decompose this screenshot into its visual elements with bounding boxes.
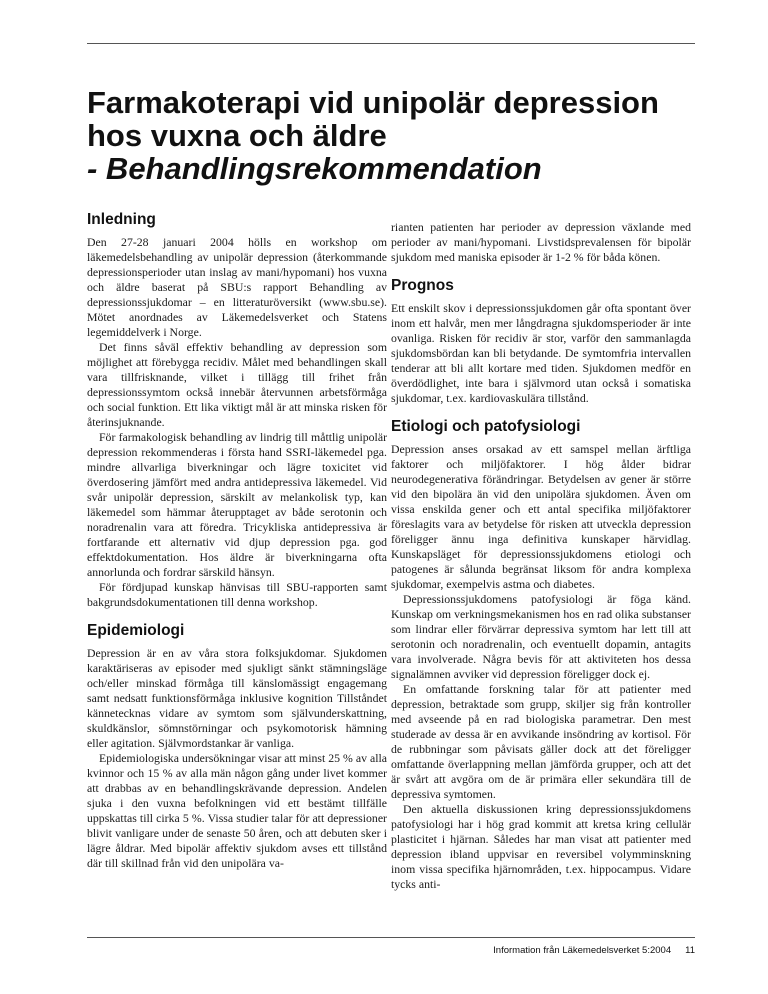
right-column [391, 220, 691, 892]
paragraph: Depression anses orsakad av ett samspel mellan ärftliga faktorer och miljöfaktorer. I hög ålder bidrar neurodegenerativa förändringar. Betydelsen av gener är större vid den bipolära än vid den unipolära sjukdomen. Även om vissa enskilda gener och ett antal specifika miljöfaktorer föreslagits vara av betydelse för risken att utveckla depression föreligger ännu inga definitiva kunskaper härvidlag. Kunskapsläget för depressionssjukdomens etiologi och patogenes är sålunda begränsat liksom för andra komplexa sjukdomar, exempelvis astma och diabetes. [391, 442, 691, 591]
bottom-rule [87, 937, 695, 938]
paragraph: Det finns såväl effektiv behandling av depression som möjlighet att förebygga recidiv. Målet med behandlingen skall vara tillfrisknande, vilket i tillägg till frihet från depressionssymtom också innebär återvunnen arbetsförmåga och social funktion. Ett lika viktigt mål är att minska risken för återinsjuknande. [87, 340, 387, 429]
left-column [87, 211, 387, 871]
paragraph: För fördjupad kunskap hänvisas till SBU-rapporten samt bakgrundsdokumentationen till denna workshop. [87, 580, 387, 609]
page-number: 11 [685, 945, 695, 956]
paragraph: Depressionssjukdomens patofysiologi är föga känd. Kunskap om verkningsmekanismen hos en rad olika substanser som lindrar eller förvärrar depressiva symtom har lett till att serotonin och noradrenalin, och eventuellt dopamin, antagits vara involverade. Några bevis för att aktiviteten hos dessa signalämnen avviker vid depression föreligger dock ej. [391, 592, 691, 681]
heading-epidemiologi: Epidemiologi [87, 622, 185, 639]
paragraph: Epidemiologiska undersökningar visar att minst 25 % av alla kvinnor och 15 % av alla män någon gång under livet kommer att drabbas av en behandlingskrävande depression. Andelen sjuka i den vuxna befolkningen vid ett bestämt tillfälle uppskattas till cirka 5 %. Vissa studier talar för att depressioner blivit vanligare under de senaste 50 åren, och att debuten sker i lägre åldrar. Med bipolär affektiv sjukdom avses ett tillstånd där till skillnad från vid den unipolära va- [87, 751, 387, 870]
paragraph: Den 27-28 januari 2004 hölls en workshop om läkemedelsbehandling av unipolär depression (återkommande depressionsperioder utan inslag av mani/hypomani) hos vuxna och äldre baserat på SBU:s rapport Behandling av depressionssjukdomar – en litteraturöversikt (www.sbu.se). Mötet anordnades av Läkemedelsverket och Statens legemiddelverk i Norge. [87, 235, 387, 339]
heading-inledning: Inledning [87, 211, 156, 228]
page-footer [493, 945, 695, 956]
footer-source: Information från Läkemedelsverket 5:2004 [493, 945, 672, 956]
paragraph-continuation: rianten patienten har perioder av depression växlande med perioder av mani/hypomani. Livstidsprevalensen för bipolär sjukdom med maniska episoder är 1-2 % för båda könen. [391, 220, 691, 264]
paragraph: Depression är en av våra stora folksjukdomar. Sjukdomen karaktäriseras av episoder med sjukligt sänkt stämningsläge och/eller minskad förmåga till känslomässigt engagemang samt nedsatt funktionsförmåga inklusive kognition Tillståndet kännetecknas vidare av symtom som självunderskattning, skuldkänslor, sömnstörningar och psykomotorisk hämning eller agitation. Självmordstankar är vanliga. [87, 646, 387, 750]
title-line-1: Farmakoterapi vid unipolär depression [87, 85, 659, 120]
title-subtitle: - Behandlingsrekommendation [87, 151, 542, 186]
title-line-2: hos vuxna och äldre [87, 118, 387, 153]
paragraph: En omfattande forskning talar för att patienter med depression, betraktade som grupp, skiljer sig från kontroller med avseende på en rad biologiska parametrar. Den mest studerade av dessa är en avvikande insöndring av kortisol. För de rubbningar som påvisats gäller dock att det föreligger omfattande överlappning mellan jämförda grupper, och att det är svårt att avgöra om de är primära eller sekundära till de depressiva symtomen. [391, 682, 691, 801]
page-title [87, 86, 687, 185]
heading-prognos: Prognos [391, 277, 454, 294]
paragraph: För farmakologisk behandling av lindrig till måttlig unipolär depression rekommenderas i första hand SSRI-läkemedel pga. mindre allvarliga biverkningar och lägre toxicitet vid överdosering jämfört med andra antidepressiva läkemedel. Vid svår unipolär depression, särskilt av melankolisk typ, kan läkemedel som hämmar återupptaget av både serotonin och noradrenalin vara att föredra. Tricykliska antidepressiva är fortfarande ett alternativ vid djup depression pga. god effektdokumentation. Hos äldre är biverkningarna ofta annorlunda och fordrar särskild hänsyn. [87, 430, 387, 579]
paragraph: Den aktuella diskussionen kring depressionssjukdomens patofysiologi har i hög grad kommit att kretsa kring cellulär plasticitet i hjärnan. Således har man visat att patienter med depression ibland uppvisar en reversibel volymminskning inom vissa specifika hjärnområden, t.ex. hippocampus. Vidare tycks anti- [391, 802, 691, 891]
top-rule [87, 43, 695, 44]
paragraph: Ett enskilt skov i depressionssjukdomen går ofta spontant över inom ett halvår, men mer långdragna sjukdomsperioder är inte ovanliga. Risken för recidiv är stor, varför den sammanlagda sjukdomsbördan kan bli betydande. De symtomfria intervallen tenderar att bli allt kortare med tiden. Sjukdomen medför en överdödlighet, inte bara i självmord utan också i somatiska sjukdomar, t.ex. kardiovaskulära tillstånd. [391, 301, 691, 405]
heading-etiologi: Etiologi och patofysiologi [391, 418, 581, 435]
